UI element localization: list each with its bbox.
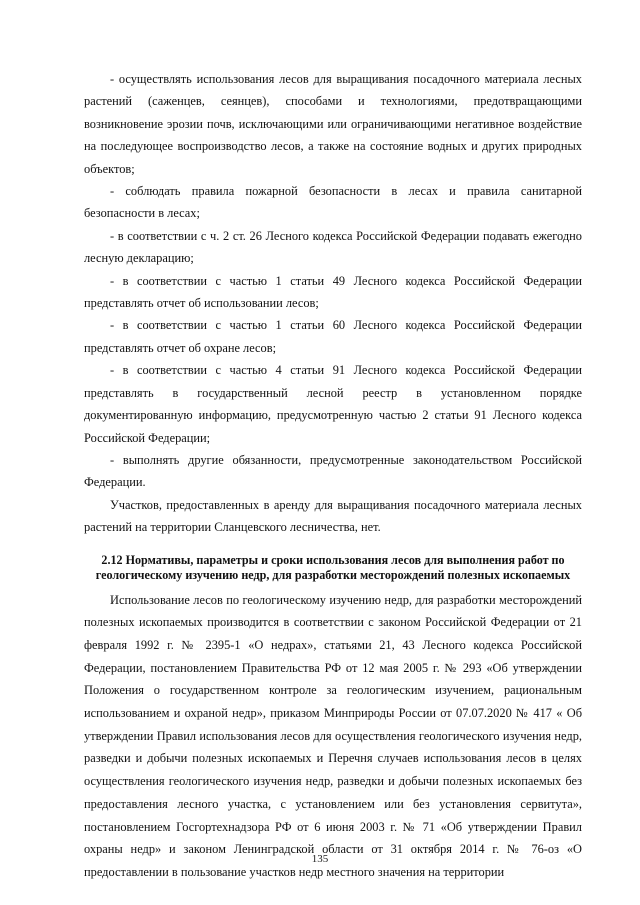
section-heading: 2.12 Нормативы, параметры и сроки использования лесов для выполнения работ по геологическому изучению недр, для разработки месторождений полезных ископаемых [95, 552, 571, 582]
list-item: - соблюдать правила пожарной безопасности в лесах и правила санитарной безопасности в лесах; [84, 184, 582, 221]
obligations-list [84, 68, 582, 539]
closing-paragraph: Участков, предоставленных в аренду для выращивания посадочного материала лесных растений на территории Сланцевского лесничества, нет. [84, 497, 582, 535]
list-item: - в соответствии с частью 4 статьи 91 Лесного кодекса Российской Федерации представлять в государственный лесной реестр в установленном порядке документированную информацию, предусмотренную частью 2 статьи 91 Лесного кодекса Российской Федерации; [84, 363, 582, 445]
list-item: - осуществлять использования лесов для выращивания посадочного материала лесных растений (саженцев, сеянцев), способами и технологиями, предотвращающими возникновение эрозии почв, исключающими или ограничивающими негативное воздействие на последующее воспроизводство лесов, а также на состояние водных и других природных объектов; [84, 72, 582, 176]
list-item: - выполнять другие обязанности, предусмотренные законодательством Российской Федерации. [84, 452, 582, 490]
list-item: - в соответствии с частью 1 статьи 60 Лесного кодекса Российской Федерации представлять отчет об охране лесов; [84, 318, 582, 355]
list-item: - в соответствии с ч. 2 ст. 26 Лесного кодекса Российской Федерации подавать ежегодно лесную декларацию; [84, 228, 582, 266]
section-paragraph: Использование лесов по геологическому изучению недр, для разработки месторождений полезных ископаемых производится в соответствии с законом Российской Федерации от 21 февраля 1992 г. № 2395-1 «О недрах», статьями 21, 43 Лесного кодекса Российской Федерации, постановлением Правительства РФ от 12 мая 2005 г. № 293 «Об утверждении Положения о государственном контроле за геологическим изучением, рациональным использованием и охраной недр», приказом Минприроды России от 07.07.2020 № 417 « Об утверждении Правил использования лесов для осуществления геологического изучения недр, разведки и добычи полезных ископаемых и Перечня случаев использования лесов в целях осуществления геологического изучения недр, разведки и добычи полезных ископаемых без предоставления лесного участка, с установлением или без установления сервитута», постановлением Госгортехнадзора РФ от 6 июня 2003 г. № 71 «Об утверждении Правил охраны недр» и законом Ленинградской области от 31 октября 2014 г. № 76-оз «О предоставлении в пользование участков недр местного значения на территории [84, 592, 582, 879]
section-body [84, 589, 582, 884]
list-item: - в соответствии с частью 1 статьи 49 Лесного кодекса Российской Федерации представлять отчет об использовании лесов; [84, 273, 582, 311]
page-number: 135 [311, 853, 329, 865]
